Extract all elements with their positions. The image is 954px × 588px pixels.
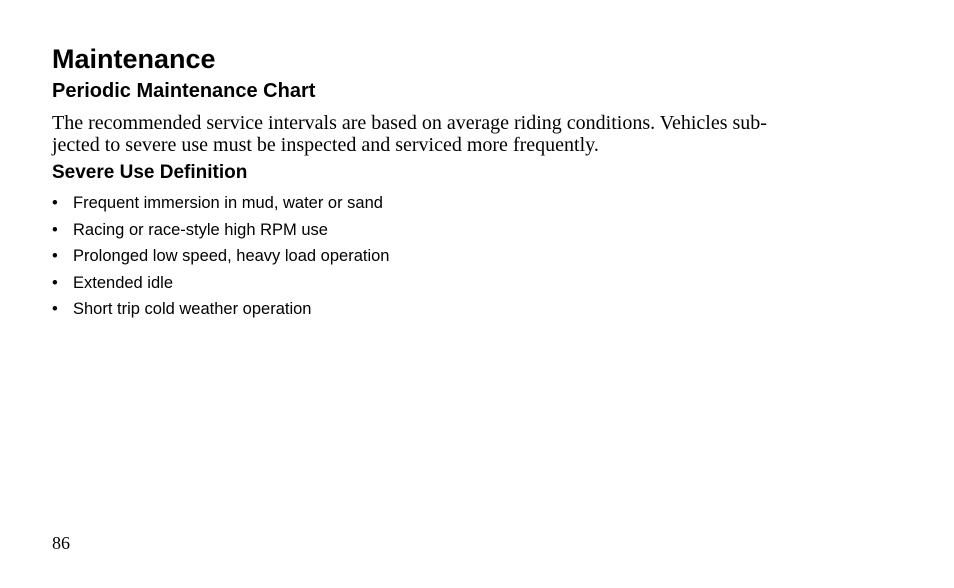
list-item-text: Short trip cold weather operation — [73, 300, 312, 318]
bullet-icon: • — [52, 194, 58, 212]
severe-use-list — [52, 190, 862, 323]
page-number: 86 — [52, 533, 70, 553]
intro-line-2: jected to severe use must be inspected and serviced more frequently. — [52, 134, 599, 156]
page-content — [52, 43, 862, 323]
list-item — [52, 243, 862, 270]
page-subtitle: Periodic Maintenance Chart — [52, 80, 316, 102]
list-item-text: Extended idle — [73, 273, 173, 292]
intro-paragraph — [52, 112, 852, 156]
bullet-icon: • — [52, 220, 58, 239]
list-item — [52, 190, 862, 217]
list-item-text: Racing or race-style high RPM use — [73, 220, 328, 239]
list-item — [52, 296, 862, 323]
intro-line-1: The recommended service intervals are based on average riding conditions. Vehicles sub- — [52, 112, 767, 134]
list-item-text: Prolonged low speed, heavy load operation — [73, 247, 390, 265]
list-item — [52, 217, 862, 244]
bullet-icon: • — [52, 300, 58, 318]
bullet-icon: • — [52, 273, 58, 292]
section-heading: Severe Use Definition — [52, 162, 248, 183]
bullet-icon: • — [52, 247, 58, 265]
list-item-text: Frequent immersion in mud, water or sand — [73, 194, 383, 212]
list-item — [52, 270, 862, 297]
page-title: Maintenance — [52, 44, 216, 74]
